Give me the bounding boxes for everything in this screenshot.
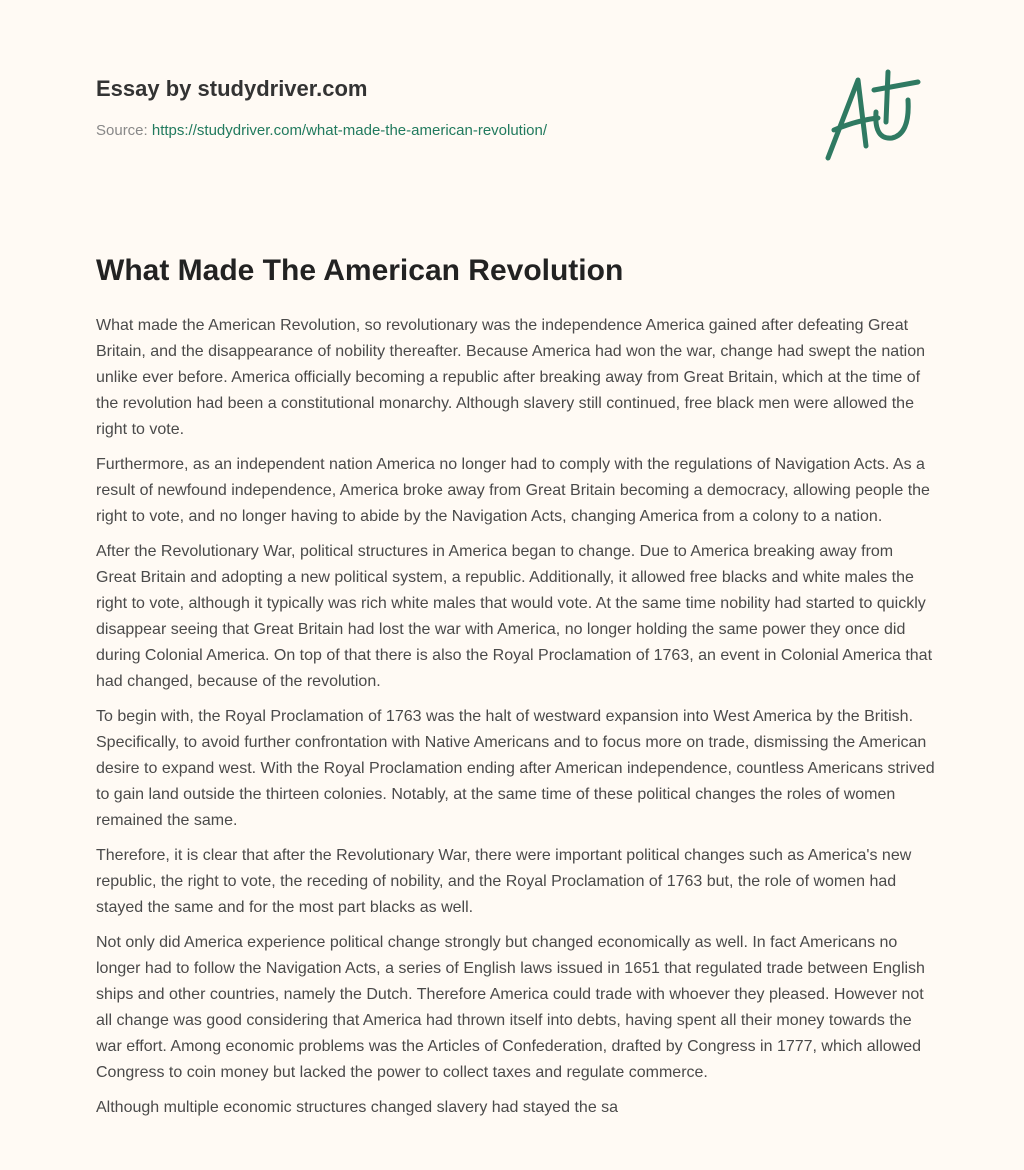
paragraph: What made the American Revolution, so revolutionary was the independence America gained after defeating Great Britain, and the disappearance of nobility thereafter. Because America had won the war, change had swept the nation unlike ever before. America officially becoming a republic after breaking away from Great Britain, which at the time of the revolution had been a constitutional monarchy. Although slavery still continued, free black men were allowed the right to vote.	[96, 317, 925, 438]
paragraph: To begin with, the Royal Proclamation of 1763 was the halt of westward expansion into West America by the British. Specifically, to avoid further confrontation with Native Americans and to focus more on trade, dismissing the American desire to expand west. With the Royal Proclamation ending after American independence, countless Americans strived to gain land outside the thirteen colonies. Notably, at the same time of these political changes the roles of women remained the same.	[96, 708, 935, 829]
a-plus-logo-icon	[818, 68, 928, 164]
paragraph: Not only did America experience political change strongly but changed economically as well. In fact Americans no longer had to follow the Navigation Acts, a series of English laws issued in 1651 that regulated trade between English ships and other countries, namely the Dutch. Therefore America could trade with whoever they pleased. However not all change was good considering that America had thrown itself into debts, having spent all their money towards the war effort. Among economic problems was the Articles of Confederation, drafted by Congress in 1777, which allowed Congress to coin money but lacked the power to collect taxes and regulate commerce.	[96, 934, 925, 1081]
paragraph: Furthermore, as an independent nation America no longer had to comply with the regulations of Navigation Acts. As a result of newfound independence, America broke away from Great Britain becoming a democracy, allowing people the right to vote, and no longer having to abide by the Navigation Acts, changing America from a colony to a nation.	[96, 456, 930, 525]
source-link[interactable]: https://studydriver.com/what-made-the-american-revolution/	[151, 122, 548, 139]
source-line	[96, 122, 547, 139]
brand-title: Essay by studydriver.com	[96, 76, 368, 101]
paragraph: Therefore, it is clear that after the Revolutionary War, there were important political changes such as America's new republic, the right to vote, the receding of nobility, and the Royal Proclamation of 1763 but, the role of women had stayed the same and for the most part blacks as well.	[96, 847, 912, 916]
header	[96, 76, 547, 139]
paragraph: After the Revolutionary War, political structures in America began to change. Due to America breaking away from Great Britain and adopting a new political system, a republic. Additionally, it allowed free blacks and white males the right to vote, although it typically was rich white males that would vote. At the same time nobility had started to quickly disappear seeing that Great Britain had lost the war with America, no longer holding the same power they once did during Colonial America. On top of that there is also the Royal Proclamation of 1763, an event in Colonial America that had changed, because of the revolution.	[96, 543, 933, 690]
essay-body	[96, 313, 936, 1130]
essay-title: What Made The American Revolution	[96, 254, 624, 287]
source-label: Source:	[96, 122, 148, 139]
paragraph-truncated: Although multiple economic structures changed slavery had stayed the sa	[96, 1099, 619, 1116]
